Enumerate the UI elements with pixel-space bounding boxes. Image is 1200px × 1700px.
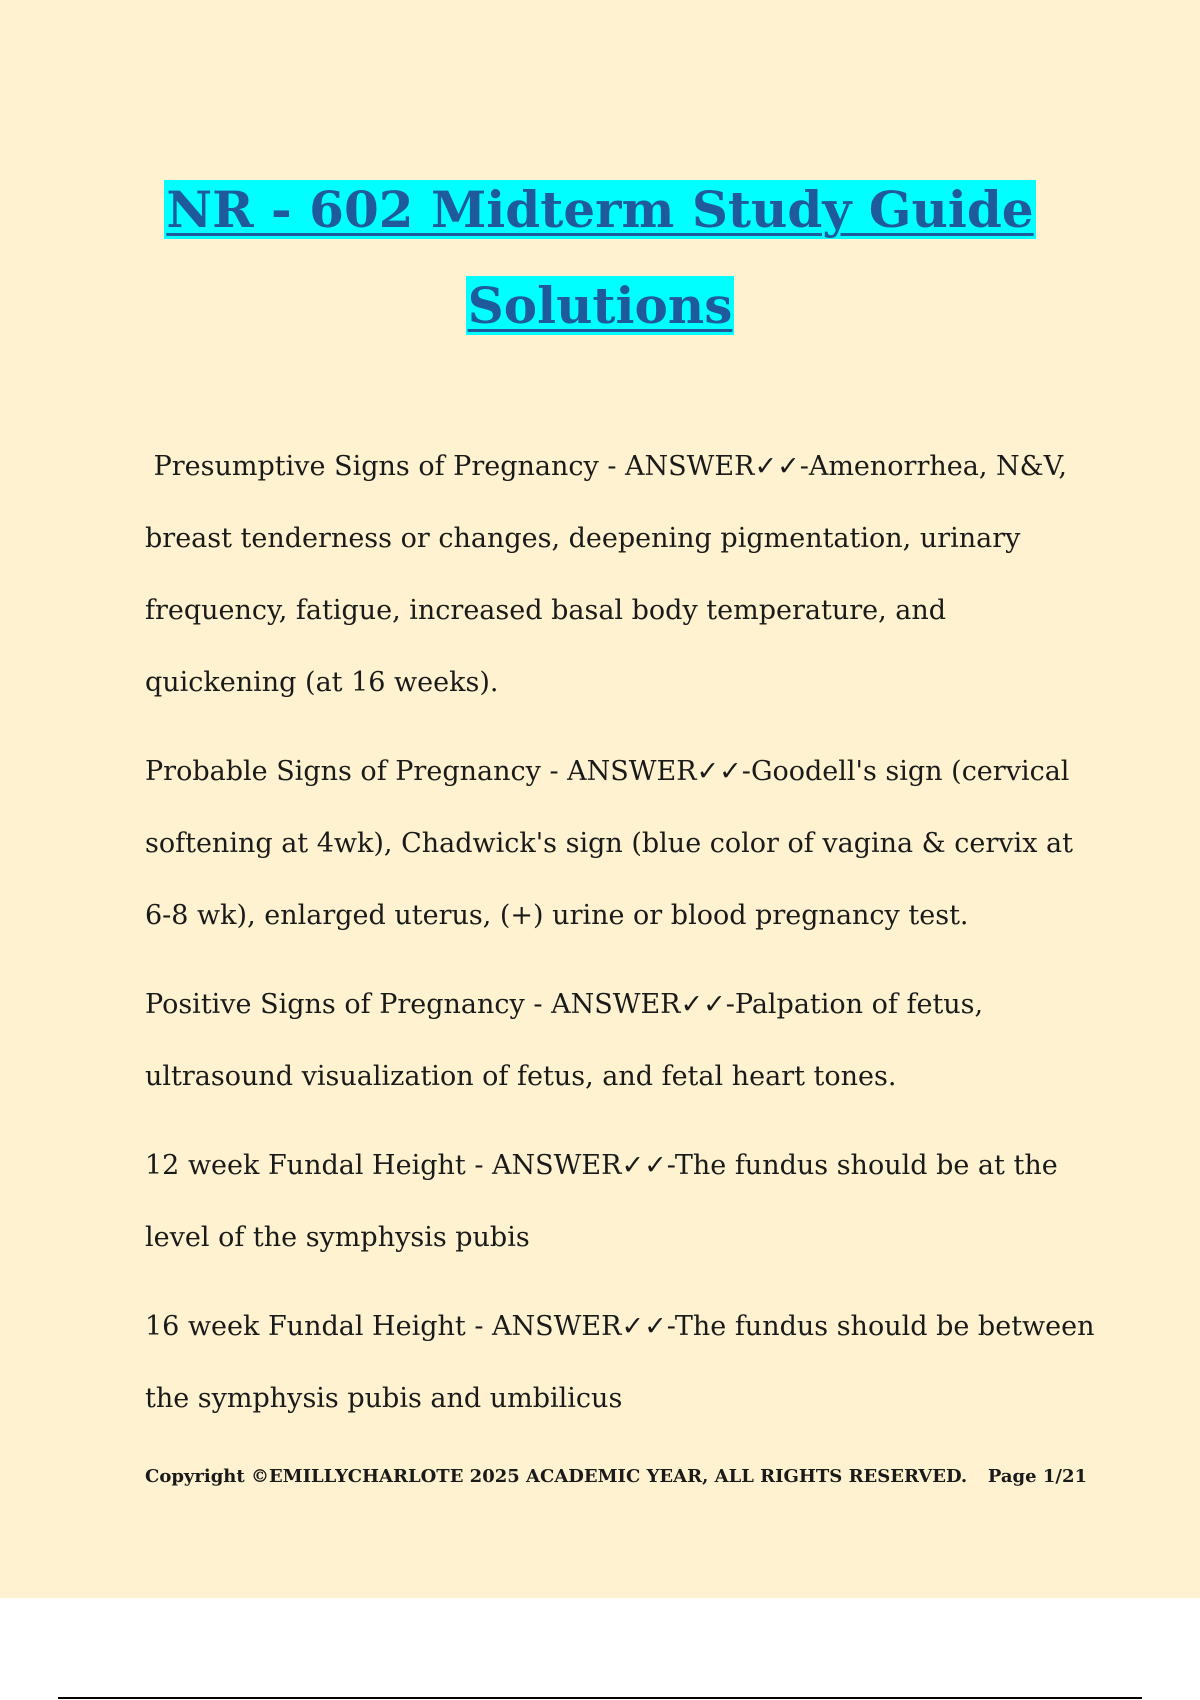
answer-marker: - ANSWER✓✓- xyxy=(465,1150,675,1181)
qa-term: 16 week Fundal Height xyxy=(145,1311,466,1342)
qa-entry xyxy=(145,431,1095,719)
answer-marker: - ANSWER✓✓- xyxy=(598,451,809,482)
qa-answer: Palpation of fetus, ultrasound visualization of fetus, and fetal heart tones. xyxy=(145,989,984,1092)
qa-entry xyxy=(145,736,1095,952)
title-text-line-2: Solutions xyxy=(467,276,733,335)
copyright-notice: Copyright ©EMILLYCHARLOTE 2025 ACADEMIC YEAR, ALL RIGHTS RESERVED. xyxy=(145,1466,968,1487)
answer-marker: - ANSWER✓✓- xyxy=(524,989,735,1020)
qa-term: Presumptive Signs of Pregnancy xyxy=(153,451,599,482)
qa-answer: The fundus should be at the level of the symphysis pubis xyxy=(145,1150,1058,1253)
qa-answer: Amenorrhea, N&V, breast tenderness or changes, deepening pigmentation, urinary frequency, fatigue, increased basal body temperature, and quickening (at 16 weeks). xyxy=(145,451,1068,698)
page-footer xyxy=(145,1466,1087,1487)
title-text-line-1: NR - 602 Midterm Study Guide xyxy=(166,180,1034,239)
document-body xyxy=(145,431,1095,1452)
page-divider xyxy=(58,1697,1142,1699)
qa-term: Probable Signs of Pregnancy xyxy=(145,756,541,787)
qa-entry xyxy=(145,969,1095,1113)
title-line-1 xyxy=(0,162,1200,258)
qa-entry xyxy=(145,1130,1095,1274)
qa-entry xyxy=(145,1291,1095,1435)
title-line-2 xyxy=(0,258,1200,354)
qa-answer: Goodell's sign (cervical softening at 4wk), Chadwick's sign (blue color of vagina & cervix at 6-8 wk), enlarged uterus, (+) urine or blood pregnancy test. xyxy=(145,756,1073,931)
answer-marker: - ANSWER✓✓- xyxy=(465,1311,675,1342)
qa-term: 12 week Fundal Height xyxy=(145,1150,466,1181)
document-title xyxy=(0,162,1200,354)
page-number: Page 1/21 xyxy=(987,1466,1087,1487)
qa-term: Positive Signs of Pregnancy xyxy=(145,989,525,1020)
answer-marker: - ANSWER✓✓- xyxy=(540,756,751,787)
qa-answer: The fundus should be between the symphysis pubis and umbilicus xyxy=(145,1311,1095,1414)
